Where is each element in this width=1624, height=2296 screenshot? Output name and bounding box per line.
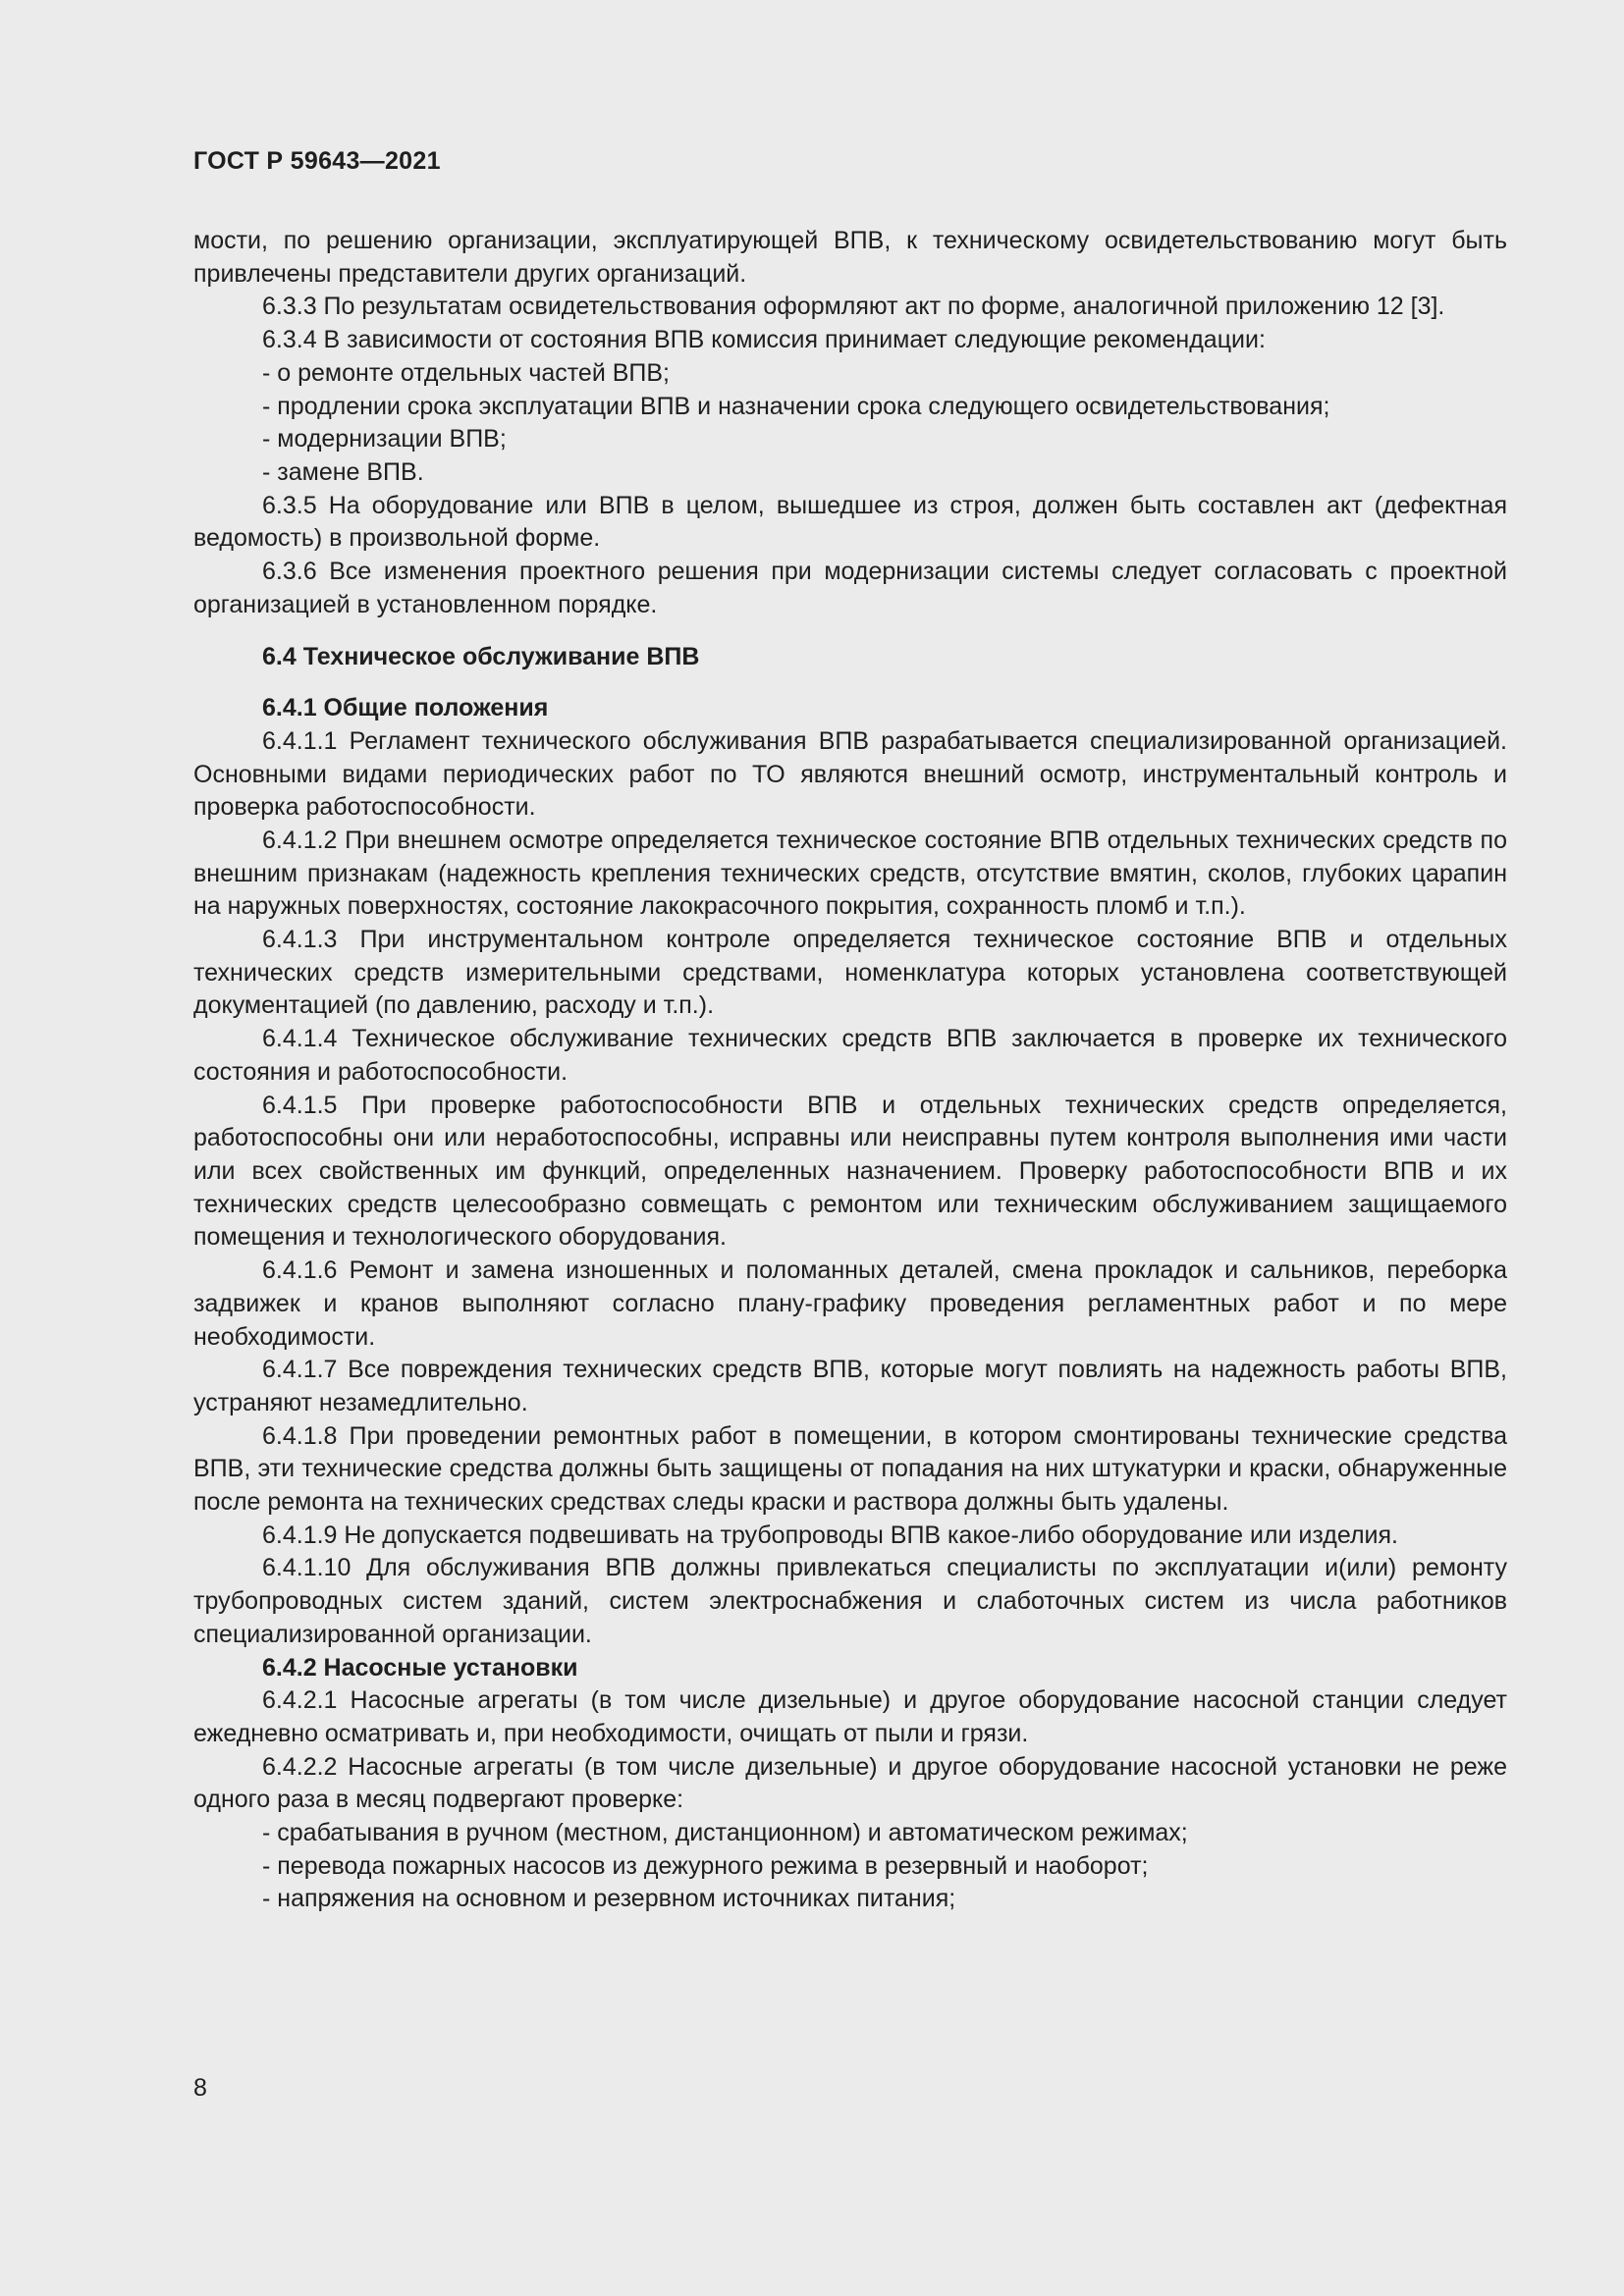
subsection-heading-6-4-1: 6.4.1 Общие положения — [262, 694, 549, 722]
section-heading-6-4: 6.4 Техническое обслуживание ВПВ — [262, 643, 700, 671]
page-number: 8 — [193, 2074, 207, 2102]
list-item: - напряжения на основном и резервном источниках питания; — [262, 1885, 956, 1913]
list-item: - продлении срока эксплуатации ВПВ и назначении срока следующего освидетельствования; — [262, 392, 1330, 420]
paragraph-6-4-1-2: 6.4.1.2 При внешнем осмотре определяется техническое состояние ВПВ отдельных технических средств по внешним признакам (надежность крепления технических средств, отсутствие вмятин, сколов, глубоких царапин на наружных поверхностях, состояние лакокрасочного покрытия, сохранность пломб и т.п.). — [193, 826, 1507, 921]
list-item: - модернизации ВПВ; — [262, 425, 507, 454]
paragraph-6-4-1-8: 6.4.1.8 При проведении ремонтных работ в помещении, в котором смонтированы технические средства ВПВ, эти технические средства должны быть защищены от попадания на них штукатурки и краски, обнаруженные после ремонта на технических средствах следы краски и раствора должны быть удалены. — [193, 1421, 1507, 1517]
paragraph-6-4-1-9: 6.4.1.9 Не допускается подвешивать на трубопроводы ВПВ какое-либо оборудование или изделия. — [262, 1521, 1398, 1549]
paragraph-6-4-1-1: 6.4.1.1 Регламент технического обслуживания ВПВ разрабатывается специализированной организацией. Основными видами периодических работ по ТО являются внешний осмотр, инструментальный контроль и проверка работоспособности. — [193, 726, 1507, 822]
list-item: - перевода пожарных насосов из дежурного режима в резервный и наоборот; — [262, 1851, 1149, 1880]
paragraph-6-3-6: 6.3.6 Все изменения проектного решения при модернизации системы следует согласовать с проектной организацией в установленном порядке. — [193, 558, 1507, 618]
paragraph-6-4-2-1: 6.4.2.1 Насосные агрегаты (в том числе дизельные) и другое оборудование насосной станции следует ежедневно осматривать и, при необходимости, очищать от пыли и грязи. — [193, 1686, 1507, 1747]
paragraph-6-3-3: 6.3.3 По результатам освидетельствования оформляют акт по форме, аналогичной приложению 12 [3]. — [262, 293, 1445, 321]
paragraph-continuation: мости, по решению организации, эксплуатирующей ВПВ, к техническому освидетельствованию могут быть привлечены представители других организаций. — [193, 227, 1507, 288]
list-item: - срабатывания в ручном (местном, дистанционном) и автоматическом режимах; — [262, 1819, 1188, 1847]
list-item: - замене ВПВ. — [262, 457, 424, 486]
list-item: - о ремонте отдельных частей ВПВ; — [262, 358, 670, 387]
paragraph-6-3-5: 6.3.5 На оборудование или ВПВ в целом, вышедшее из строя, должен быть составлен акт (дефектная ведомость) в произвольной форме. — [193, 491, 1507, 553]
paragraph-6-4-1-7: 6.4.1.7 Все повреждения технических средств ВПВ, которые могут повлиять на надежность работы ВПВ, устраняют незамедлительно. — [193, 1356, 1507, 1416]
paragraph-6-3-4: 6.3.4 В зависимости от состояния ВПВ комиссия принимает следующие рекомендации: — [262, 326, 1266, 354]
paragraph-6-4-1-3: 6.4.1.3 При инструментальном контроле определяется техническое состояние ВПВ и отдельных технических средств измерительными средствами, номенклатура которых установлена соответствующей документацией (по давлению, расходу и т.п.). — [193, 926, 1507, 1020]
paragraph-6-4-1-6: 6.4.1.6 Ремонт и замена изношенных и поломанных деталей, смена прокладок и сальников, переборка задвижек и кранов выполняют согласно плану-графику проведения регламентных работ и по мере необходимости. — [193, 1256, 1507, 1351]
document-header: ГОСТ Р 59643—2021 — [193, 147, 441, 175]
paragraph-6-4-2-2: 6.4.2.2 Насосные агрегаты (в том числе дизельные) и другое оборудование насосной установки не реже одного раза в месяц подвергают проверке: — [193, 1752, 1507, 1814]
paragraph-6-4-1-4: 6.4.1.4 Техническое обслуживание технических средств ВПВ заключается в проверке их технического состояния и работоспособности. — [193, 1025, 1507, 1086]
paragraph-6-4-1-5: 6.4.1.5 При проверке работоспособности ВПВ и отдельных технических средств определяется, работоспособны они или неработоспособны, исправны или неисправны путем контроля выполнения ими части или всех свойственных им функций, определенных назначением. Проверку работоспособности ВПВ и их технических средств целесообразно совмещать с ремонтом или техническим обслуживанием защищаемого помещения и технологического оборудования. — [193, 1091, 1507, 1252]
paragraph-6-4-1-10: 6.4.1.10 Для обслуживания ВПВ должны привлекаться специалисты по эксплуатации и(или) ремонту трубопроводных систем зданий, систем электроснабжения и слаботочных систем из числа работников специализированной организации. — [193, 1554, 1507, 1648]
document-body — [193, 225, 1507, 1916]
subsection-heading-6-4-2: 6.4.2 Насосные установки — [262, 1653, 578, 1682]
